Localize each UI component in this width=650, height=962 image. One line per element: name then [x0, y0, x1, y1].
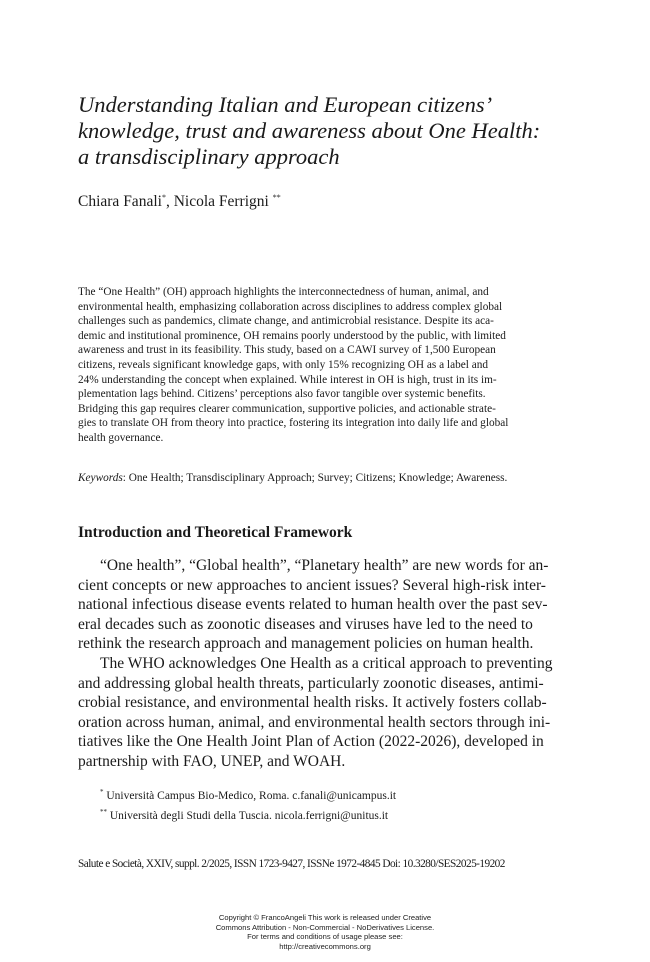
abstract-line: environmental health, emphasizing collaboration across disciplines to address complex global [78, 300, 503, 313]
abstract-line: health governance. [78, 431, 164, 444]
author-footnote-mark: ** [272, 193, 281, 202]
abstract-line: awareness and trust in its feasibility. This study, based on a CAWI survey of 1,500 European [78, 344, 496, 357]
footnote [100, 804, 396, 824]
footnote-mark: ** [100, 807, 107, 816]
author-name: Chiara Fanali [78, 193, 162, 211]
author-footnote-mark: * [161, 193, 166, 202]
section-heading: Introduction and Theoretical Framework [78, 524, 353, 541]
license-notice [0, 913, 650, 951]
keywords-text: : One Health; Transdisciplinary Approach; Survey; Citizens; Knowledge; Awareness. [122, 472, 508, 484]
title-line: knowledge, trust and awareness about One Health: [78, 118, 541, 143]
body-line: partnership with FAO, UNEP, and WOAH. [78, 752, 346, 770]
body-line: cient concepts or new approaches to ancient issues? Several high-risk inter- [78, 576, 546, 594]
license-line: http://creativecommons.org [279, 941, 371, 951]
body-line: rethink the research approach and management policies on human health. [78, 635, 534, 653]
footnote-mark: * [100, 788, 104, 796]
body-line: tiatives like the One Health Joint Plan of Action (2022-2026), developed in [78, 733, 544, 751]
body-line: national infectious disease events related to human health over the past sev- [78, 596, 548, 614]
author-name: Nicola Ferrigni [173, 193, 269, 211]
abstract-line: gies to translate OH from theory into practice, fostering its integration into daily life and global [78, 417, 509, 430]
author-list: Chiara Fanali*, Nicola Ferrigni ** [78, 193, 281, 211]
body-line: The WHO acknowledges One Health as a critical approach to preventing [100, 654, 553, 672]
abstract [78, 285, 572, 446]
body-text [78, 556, 572, 772]
title-line: a transdisciplinary approach [78, 144, 340, 169]
footnote-text: Università Campus Bio-Medico, Roma. c.fanali@unicampus.it [103, 789, 397, 802]
license-line: Commons Attribution - Non-Commercial - NoDerivatives License. [215, 922, 435, 932]
license-line: Copyright © FrancoAngeli This work is released under Creative [218, 913, 432, 922]
title-line: Understanding Italian and European citizens’ [78, 92, 493, 117]
footnotes [100, 784, 396, 824]
license-line: For terms and conditions of usage please see: [247, 932, 403, 941]
body-line: crobial resistance, and environmental health risks. It actively fosters collab- [78, 694, 547, 712]
article-title [78, 92, 598, 170]
body-line: eral decades such as zoonotic diseases and viruses have led to the need to [78, 615, 533, 633]
abstract-line: demic and institutional prominence, OH remains poorly understood by the public, with limited [78, 329, 506, 342]
abstract-line: 24% understanding the concept when explained. While interest in OH is high, trust in its im- [78, 373, 497, 386]
body-line: and addressing global health threats, particularly zoonotic diseases, antimi- [78, 674, 544, 692]
footnote [100, 784, 396, 804]
keywords [78, 472, 507, 484]
abstract-line: plementation lags behind. Citizens’ perceptions also favor tangible over systemic benefits. [78, 388, 486, 401]
abstract-line: Bridging this gap requires clearer communication, supportive policies, and actionable strate- [78, 402, 496, 415]
body-line: oration across human, animal, and environmental health sectors through ini- [78, 713, 551, 731]
keywords-label: Keywords [78, 472, 123, 484]
journal-citation: Salute e Società, XXIV, suppl. 2/2025, ISSN 1723-9427, ISSNe 1972-4845 Doi: 10.3280/SES2025-19202 [78, 858, 505, 870]
footnote-text: Università degli Studi della Tuscia. nicola.ferrigni@unitus.it [107, 809, 389, 822]
abstract-line: citizens, reveals significant knowledge gaps, with only 15% recognizing OH as a label and [78, 358, 489, 371]
abstract-line: The “One Health” (OH) approach highlights the interconnectedness of human, animal, and [78, 286, 489, 298]
abstract-line: challenges such as pandemics, climate change, and antimicrobial resistance. Despite its aca- [78, 315, 494, 328]
body-line: “One health”, “Global health”, “Planetary health” are new words for an- [100, 557, 549, 574]
